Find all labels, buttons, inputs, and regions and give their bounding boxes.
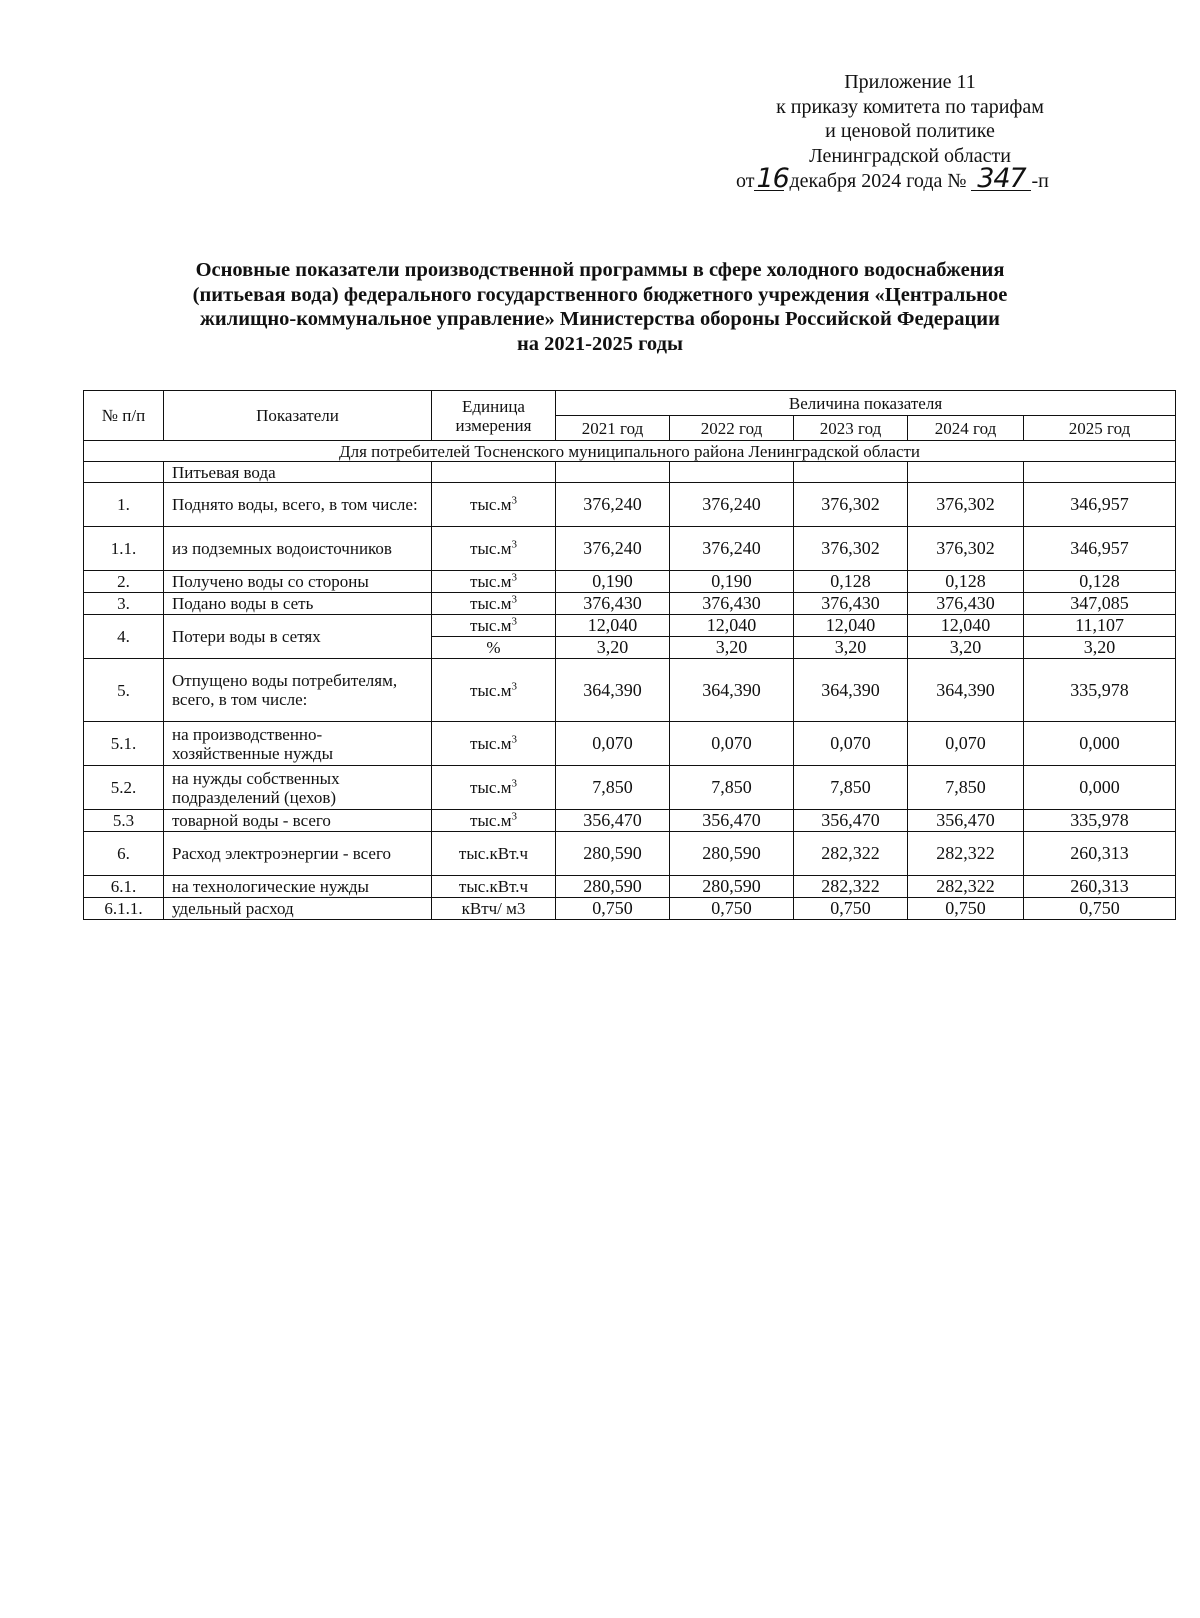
row-unit: $тыс.м^3$: [432, 615, 556, 637]
value-cell: 0,070: [908, 722, 1024, 766]
header-num: № п/п: [84, 391, 164, 441]
row-num: 5.1.: [84, 722, 164, 766]
value-cell: 356,470: [556, 810, 670, 832]
value-cell: 12,040: [670, 615, 794, 637]
row-unit: кВтч/ м3: [432, 898, 556, 920]
value-cell: 335,978: [1024, 810, 1176, 832]
row-name: на нужды собственных подразделений (цехов): [164, 766, 432, 810]
title-line: (питьевая вода) федерального государственного бюджетного учреждения «Центральное: [192, 283, 1008, 306]
row-unit: тыс.кВт.ч: [432, 876, 556, 898]
table-row: [84, 527, 1176, 571]
table-row: [84, 659, 1176, 722]
appendix-line: и ценовой политике: [825, 120, 995, 142]
value-cell: 12,040: [556, 615, 670, 637]
row-unit: $тыс.м^3$: [432, 483, 556, 527]
indicators-table: [83, 390, 1176, 920]
header-unit: Единица измерения: [432, 391, 556, 441]
value-cell: 3,20: [794, 637, 908, 659]
row-name: Потери воды в сетях: [164, 615, 432, 659]
appendix-line: Ленинградской области: [809, 144, 1011, 167]
value-cell: 376,430: [556, 593, 670, 615]
value-cell: 282,322: [908, 876, 1024, 898]
appendix-header: [700, 70, 1120, 194]
value-cell: 7,850: [794, 766, 908, 810]
header-year: 2021 год: [556, 416, 670, 441]
title-line: на 2021-2025 годы: [517, 332, 683, 355]
row-num: 6.1.: [84, 876, 164, 898]
value-cell: 280,590: [670, 876, 794, 898]
value-cell: 282,322: [794, 876, 908, 898]
row-num: 6.1.1.: [84, 898, 164, 920]
value-cell: 3,20: [908, 637, 1024, 659]
row-unit: $тыс.м^3$: [432, 571, 556, 593]
value-cell: 0,128: [1024, 571, 1176, 593]
subsection-title: Питьевая вода: [164, 462, 432, 483]
value-cell: 7,850: [908, 766, 1024, 810]
row-unit: $тыс.м^3$: [432, 810, 556, 832]
value-cell: 0,750: [670, 898, 794, 920]
value-cell: 376,240: [556, 527, 670, 571]
value-cell: 0,070: [670, 722, 794, 766]
row-unit: %: [432, 637, 556, 659]
value-cell: 11,107: [1024, 615, 1176, 637]
table-row: [84, 571, 1176, 593]
value-cell: 376,240: [670, 527, 794, 571]
value-cell: 0,190: [556, 571, 670, 593]
row-num: 2.: [84, 571, 164, 593]
value-cell: 376,302: [794, 527, 908, 571]
row-num: 5.3: [84, 810, 164, 832]
value-cell: 7,850: [670, 766, 794, 810]
value-cell: 0,070: [556, 722, 670, 766]
value-cell: 376,302: [794, 483, 908, 527]
row-num: 5.: [84, 659, 164, 722]
value-cell: 0,750: [794, 898, 908, 920]
value-cell: 3,20: [1024, 637, 1176, 659]
handwritten-order-number: 347: [971, 168, 1031, 191]
value-cell: 282,322: [908, 832, 1024, 876]
table-row: [84, 593, 1176, 615]
row-unit: тыс.кВт.ч: [432, 832, 556, 876]
document-title: [100, 258, 1100, 356]
table-row: [84, 766, 1176, 810]
row-name: на технологические нужды: [164, 876, 432, 898]
table-row: [84, 898, 1176, 920]
table-row: [84, 810, 1176, 832]
value-cell: 0,750: [908, 898, 1024, 920]
table-row: [84, 615, 1176, 637]
value-cell: 0,128: [908, 571, 1024, 593]
header-year: 2024 год: [908, 416, 1024, 441]
value-cell: 346,957: [1024, 483, 1176, 527]
value-cell: 335,978: [1024, 659, 1176, 722]
row-name: товарной воды - всего: [164, 810, 432, 832]
appendix-line: к приказу комитета по тарифам: [776, 95, 1044, 118]
value-cell: 280,590: [556, 832, 670, 876]
row-name: Отпущено воды потребителям, всего, в том числе:: [164, 659, 432, 722]
header-indicators: Показатели: [164, 391, 432, 441]
row-name: на производственно-хозяйственные нужды: [164, 722, 432, 766]
value-cell: 260,313: [1024, 832, 1176, 876]
from-prefix: от: [736, 170, 755, 192]
row-name: Расход электроэнергии - всего: [164, 832, 432, 876]
value-cell: 346,957: [1024, 527, 1176, 571]
value-cell: 260,313: [1024, 876, 1176, 898]
value-cell: 376,302: [908, 483, 1024, 527]
table-row: [84, 832, 1176, 876]
value-cell: 3,20: [670, 637, 794, 659]
value-cell: 0,000: [1024, 722, 1176, 766]
value-cell: 356,470: [794, 810, 908, 832]
row-unit: $тыс.м^3$: [432, 722, 556, 766]
month-year: декабря 2024 года №: [789, 170, 967, 192]
table-row: [84, 483, 1176, 527]
value-cell: 376,430: [670, 593, 794, 615]
header-year: 2023 год: [794, 416, 908, 441]
value-cell: 3,20: [556, 637, 670, 659]
value-cell: 364,390: [794, 659, 908, 722]
row-unit: $тыс.м^3$: [432, 659, 556, 722]
value-cell: 364,390: [908, 659, 1024, 722]
value-cell: 356,470: [670, 810, 794, 832]
order-date-line: [700, 163, 1120, 194]
row-name: удельный расход: [164, 898, 432, 920]
row-name: Получено воды со стороны: [164, 571, 432, 593]
value-cell: 280,590: [556, 876, 670, 898]
value-cell: 376,240: [670, 483, 794, 527]
row-name: из подземных водоисточников: [164, 527, 432, 571]
row-unit: $тыс.м^3$: [432, 593, 556, 615]
handwritten-day: 16: [756, 163, 789, 194]
order-suffix: -п: [1031, 170, 1049, 192]
appendix-line: Приложение 11: [844, 71, 976, 93]
value-cell: 376,430: [794, 593, 908, 615]
value-cell: 376,430: [908, 593, 1024, 615]
value-cell: 7,850: [556, 766, 670, 810]
row-num: 6.: [84, 832, 164, 876]
value-cell: 0,750: [1024, 898, 1176, 920]
header-year: 2025 год: [1024, 416, 1176, 441]
value-cell: 347,085: [1024, 593, 1176, 615]
value-cell: 12,040: [908, 615, 1024, 637]
value-cell: 0,750: [556, 898, 670, 920]
value-cell: 364,390: [670, 659, 794, 722]
value-cell: 356,470: [908, 810, 1024, 832]
title-line: Основные показатели производственной программы в сфере холодного водоснабжения: [195, 259, 1005, 281]
table-row: [84, 722, 1176, 766]
value-cell: 0,000: [1024, 766, 1176, 810]
value-cell: 0,070: [794, 722, 908, 766]
row-num: 3.: [84, 593, 164, 615]
value-cell: 376,302: [908, 527, 1024, 571]
value-cell: 282,322: [794, 832, 908, 876]
row-unit: $тыс.м^3$: [432, 527, 556, 571]
value-cell: 376,240: [556, 483, 670, 527]
section-title: Для потребителей Тосненского муниципального района Ленинградской области: [84, 441, 1176, 462]
row-num: 4.: [84, 615, 164, 659]
value-cell: 0,128: [794, 571, 908, 593]
value-cell: 12,040: [794, 615, 908, 637]
row-num: 1.1.: [84, 527, 164, 571]
row-num: 1.: [84, 483, 164, 527]
row-num: 5.2.: [84, 766, 164, 810]
value-cell: 280,590: [670, 832, 794, 876]
header-value-group: Величина показателя: [556, 391, 1176, 416]
row-name: Поднято воды, всего, в том числе:: [164, 483, 432, 527]
row-unit: $тыс.м^3$: [432, 766, 556, 810]
header-year: 2022 год: [670, 416, 794, 441]
title-line: жилищно-коммунальное управление» Министерства обороны Российской Федерации: [200, 308, 1000, 330]
table-row: [84, 876, 1176, 898]
value-cell: 364,390: [556, 659, 670, 722]
value-cell: 0,190: [670, 571, 794, 593]
row-name: Подано воды в сеть: [164, 593, 432, 615]
